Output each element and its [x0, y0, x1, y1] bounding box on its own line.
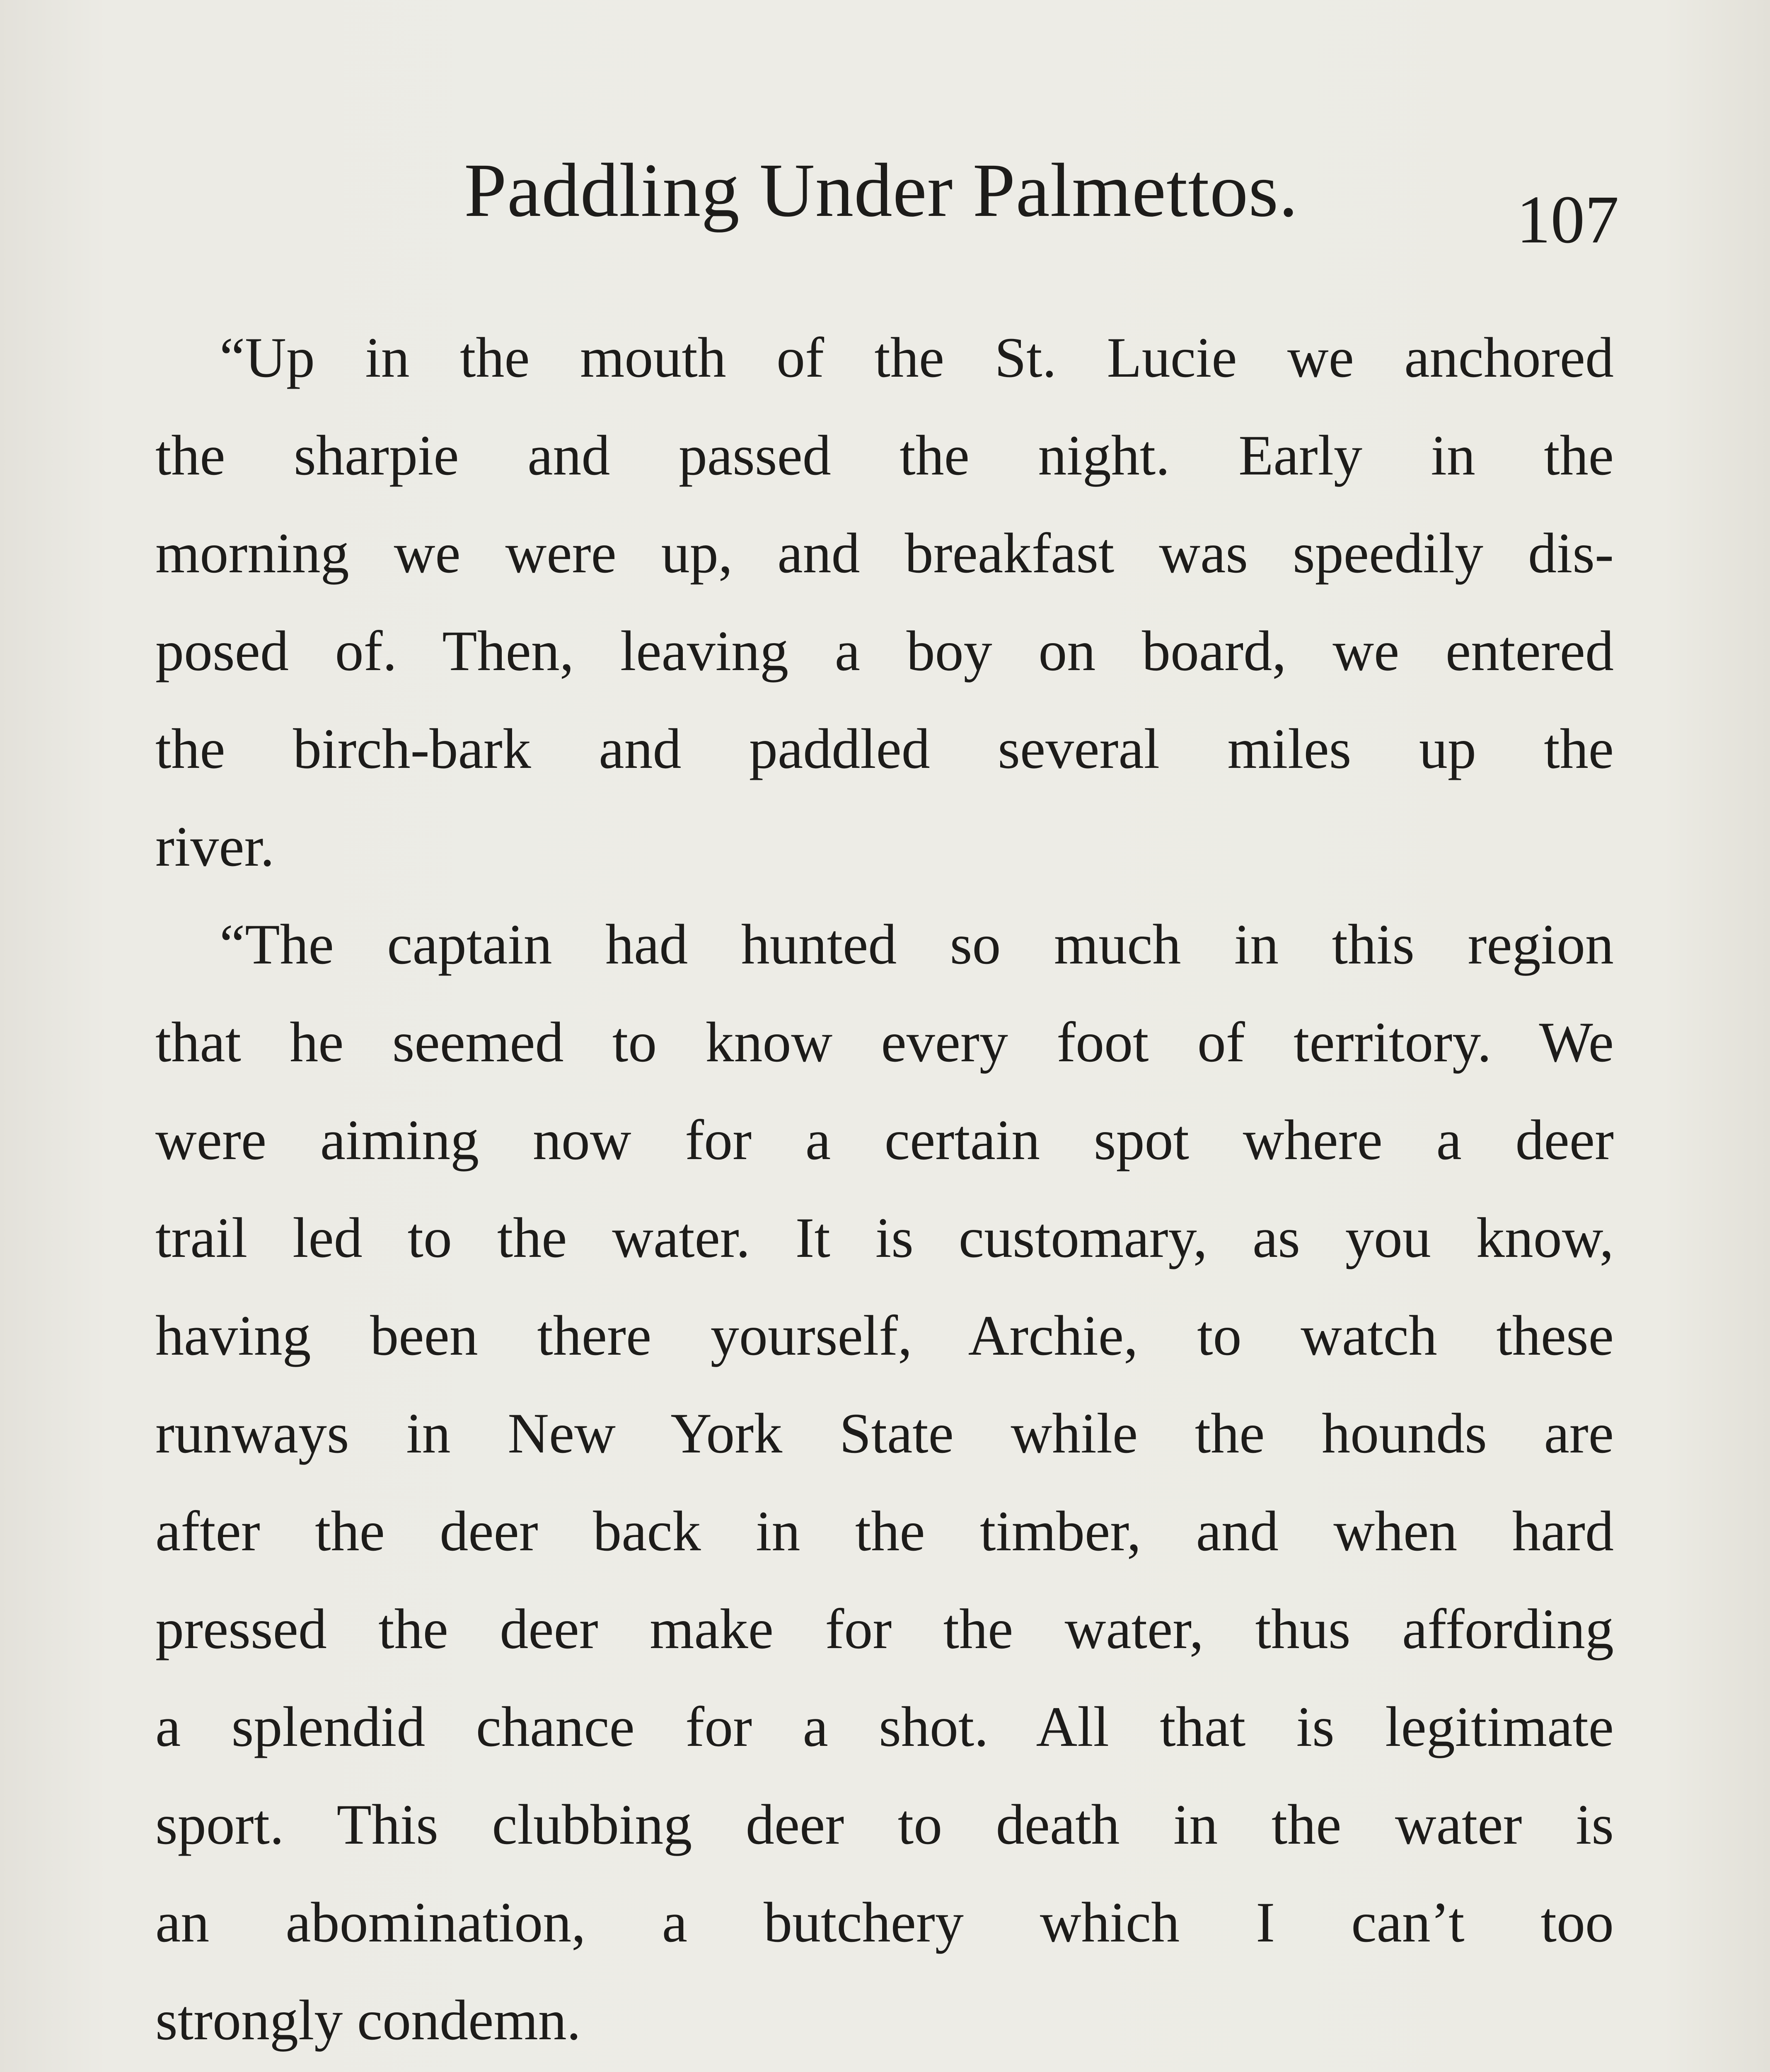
- text-line: posed of. Then, leaving a boy on board, we entered: [155, 619, 1614, 683]
- text-line: an abomination, a butchery which I can’t too: [155, 1890, 1614, 1954]
- text-line: trail led to the water. It is customary, as you know,: [155, 1206, 1614, 1269]
- text-line: runways in New York State while the hounds are: [155, 1402, 1614, 1465]
- page-number: 107: [1516, 182, 1619, 257]
- body-text: [155, 309, 1614, 2072]
- text-line: a splendid chance for a shot. All that is legitimate: [155, 1695, 1614, 1758]
- text-line: the sharpie and passed the night. Early in the: [155, 424, 1614, 487]
- text-line: pressed the deer make for the water, thus affording: [155, 1597, 1614, 1661]
- text-line: the birch-bark and paddled several miles up the: [155, 717, 1614, 780]
- text-line: “Up in the mouth of the St. Lucie we anchored: [220, 326, 1614, 389]
- text-line: [155, 2069, 1614, 2072]
- text-line: river.: [155, 815, 275, 878]
- text-line: after the deer back in the timber, and when hard: [155, 1499, 1614, 1563]
- text-line: morning we were up, and breakfast was speedily dis-: [155, 521, 1614, 585]
- text-line: strongly condemn.: [155, 1988, 581, 2052]
- text-line: “The captain had hunted so much in this region: [220, 913, 1614, 976]
- text-line: were aiming now for a certain spot where a deer: [155, 1108, 1614, 1172]
- running-title: Paddling Under Palmettos.: [464, 148, 1298, 233]
- text-line: having been there yourself, Archie, to watch these: [155, 1304, 1614, 1367]
- text-line: sport. This clubbing deer to death in the water is: [155, 1793, 1614, 1856]
- text-line: that he seemed to know every foot of territory. We: [155, 1010, 1614, 1074]
